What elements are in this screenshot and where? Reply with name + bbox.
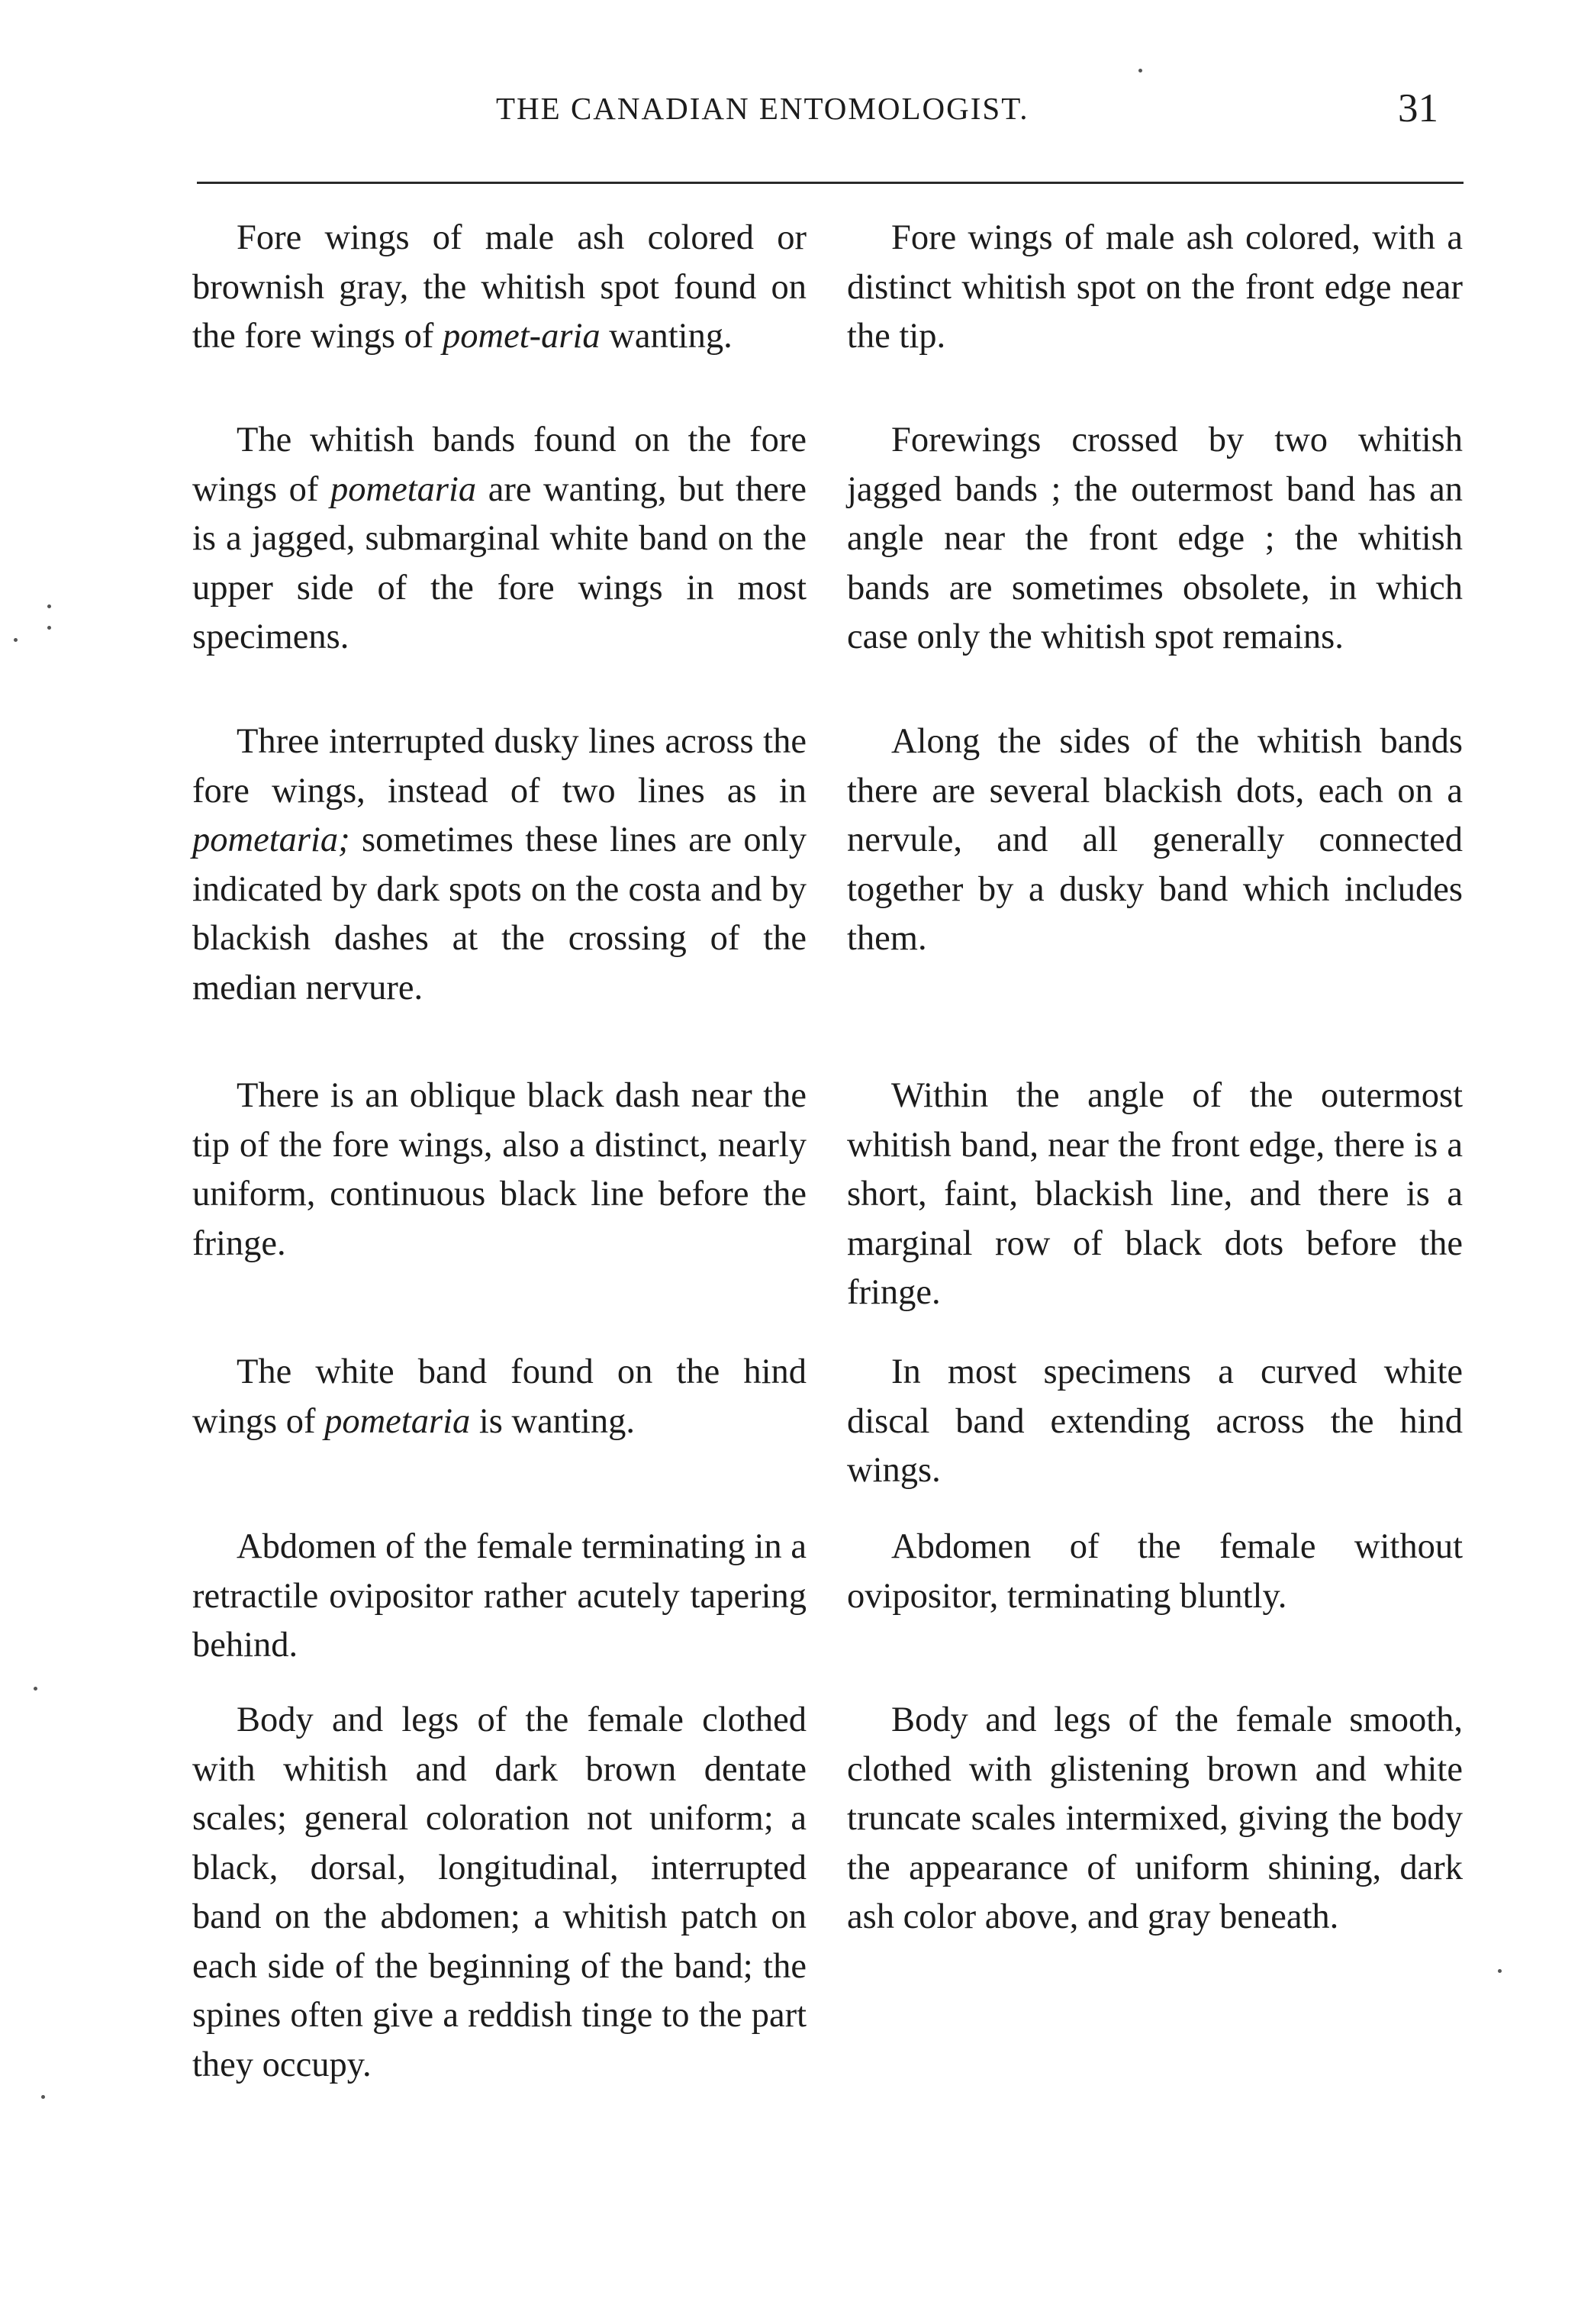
print-speck — [14, 638, 18, 642]
species-name: pometaria — [330, 469, 477, 509]
left-paragraph-hind-wings — [192, 1348, 807, 1446]
left-paragraph-whitish-bands — [192, 416, 807, 662]
text-run: Body and legs of the female clothed with whitish and dark brown dentate scales; general coloration not uniform; a black, dorsal, longitudinal, interrupted band on the abdomen; a whitish patch on each side of the beginning of the band; the spines often give a reddish tinge to the part they occupy. — [192, 1700, 807, 2084]
text-run: wanting. — [600, 317, 733, 356]
left-paragraph-body-legs — [192, 1696, 807, 2090]
text-run: are wanting, but there is a jagged, submarginal white band on the upper side of the fore wings in most specimens. — [192, 469, 807, 656]
species-name: pometaria; — [192, 820, 350, 859]
text-run: Three interrupted dusky lines across the fore wings, instead of two lines as in — [192, 722, 807, 811]
text-run: The white band found on the hind wings of — [192, 1352, 807, 1441]
print-speck — [47, 626, 51, 630]
text-run: sometimes these lines are only indicated by dark spots on the costa and by blackish dashes at the crossing of the median nervure. — [192, 820, 807, 1007]
text-run: There is an oblique black dash near the tip of the fore wings, also a distinct, nearly uniform, continuous black line before the fringe. — [192, 1076, 807, 1263]
text-run: is wanting. — [470, 1401, 635, 1441]
left-paragraph-black-dash — [192, 1072, 807, 1268]
left-paragraph-fore-wings — [192, 214, 807, 362]
text-run: Fore wings of male ash colored or brownish gray, the whitish spot found on the fore wings of — [192, 218, 807, 356]
print-speck — [1498, 1969, 1502, 1973]
print-speck — [34, 1687, 37, 1691]
header-rule-right — [997, 182, 1464, 184]
header-rule-left — [197, 182, 998, 184]
left-paragraph-abdomen — [192, 1523, 807, 1671]
right-paragraph-blackish-dots: Along the sides of the whitish bands there are several blackish dots, each on a nervule, and all generally connected together by a dusky band which includes them. — [847, 722, 1463, 958]
species-name: pometaria — [324, 1401, 471, 1441]
text-run: Abdomen of the female terminating in a retractile ovipositor rather acutely tapering behind. — [192, 1527, 807, 1665]
right-paragraph-abdomen: Abdomen of the female without ovipositor, terminating bluntly. — [847, 1527, 1463, 1616]
page-number: 31 — [1398, 86, 1438, 131]
running-title: THE CANADIAN ENTOMOLOGIST. — [496, 91, 1029, 126]
right-paragraph-body-legs: Body and legs of the female smooth, clothed with glistening brown and white truncate scales intermixed, giving the body the appearance of uniform shining, dark ash color above, and gray beneath. — [847, 1700, 1463, 1936]
text-run: The whitish bands found on the fore wings of — [192, 421, 807, 509]
right-paragraph-discal-band: In most specimens a curved white discal band extending across the hind wings. — [847, 1352, 1463, 1490]
print-speck — [41, 2095, 45, 2099]
print-speck — [1138, 69, 1142, 73]
right-paragraph-fore-wings: Fore wings of male ash colored, with a distinct whitish spot on the front edge near the tip. — [847, 218, 1463, 356]
right-paragraph-jagged-bands: Forewings crossed by two whitish jagged bands ; the outermost band has an angle near the front edge ; the whitish bands are sometimes obsolete, in which case only the whitish spot remains. — [847, 421, 1463, 656]
right-paragraph-outermost-band: Within the angle of the outermost whitish band, near the front edge, there is a short, faint, blackish line, and there is a marginal row of black dots before the fringe. — [847, 1076, 1463, 1312]
species-name: pomet-aria — [443, 317, 601, 356]
left-paragraph-dusky-lines — [192, 717, 807, 1013]
print-speck — [47, 604, 51, 608]
